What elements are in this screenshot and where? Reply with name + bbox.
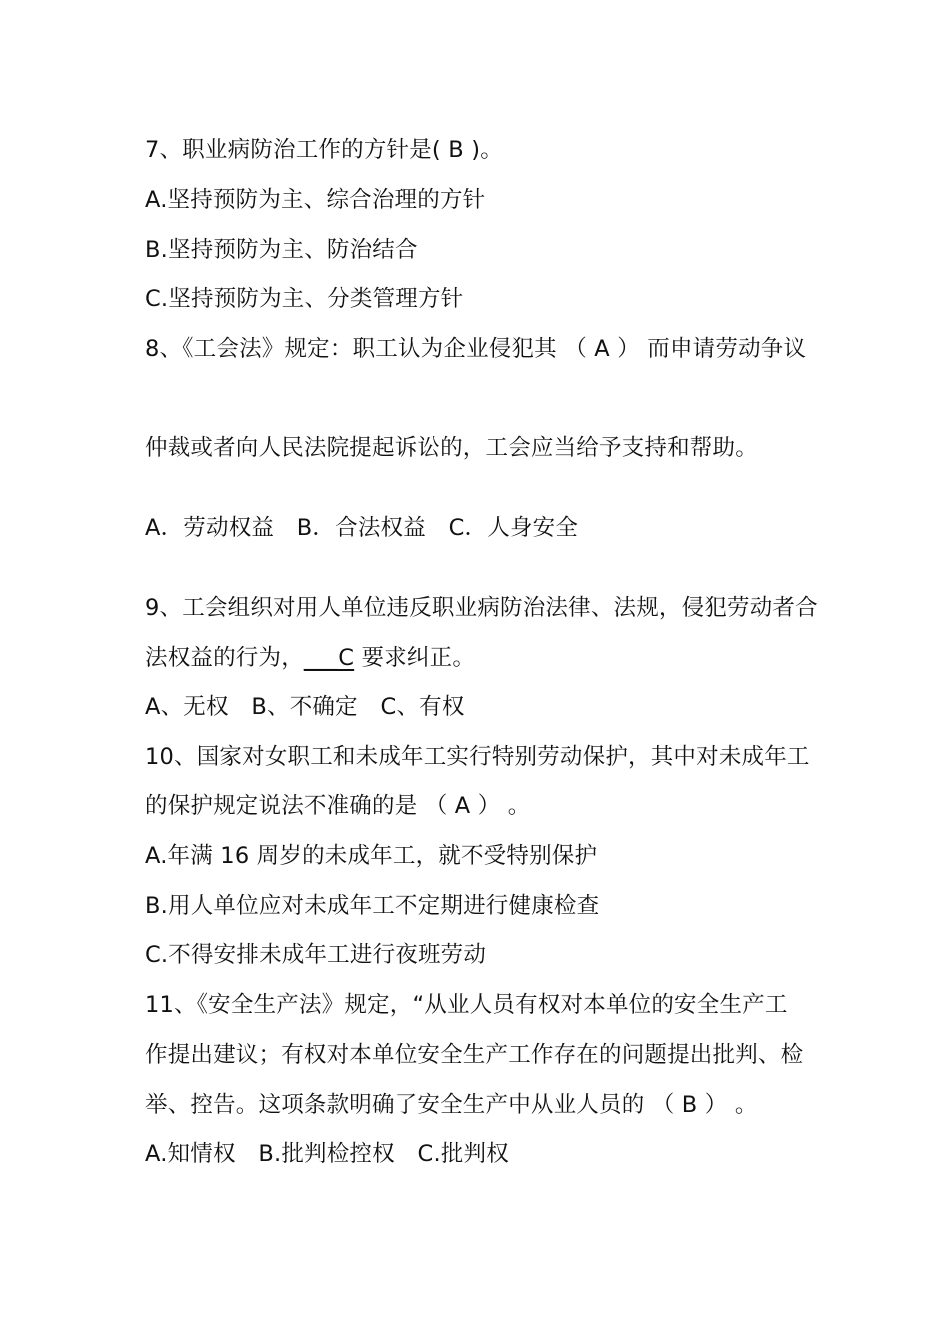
question-9-answer-blank: ___C	[303, 645, 355, 671]
question-8-stem-line-2: 仲裁或者向人民法院提起诉讼的，工会应当给予支持和帮助。	[145, 435, 758, 461]
question-10-stem-line-1: 10、国家对女职工和未成年工实行特别劳动保护，其中对未成年工	[145, 744, 810, 770]
question-7-option-c: C.坚持预防为主、分类管理方针	[145, 286, 464, 312]
question-10-stem-line-2: 的保护规定说法不准确的是 （ A ） 。	[145, 793, 531, 819]
question-11-stem-line-3: 举、控告。这项条款明确了安全生产中从业人员的 （ B ） 。	[145, 1092, 758, 1118]
question-11-stem-line-2: 作提出建议；有权对本单位安全生产工作存在的问题提出批判、检	[145, 1042, 804, 1068]
question-7-option-b: B.坚持预防为主、防治结合	[145, 237, 418, 263]
question-11-stem-line-1: 11、《安全生产法》规定，“从业人员有权对本单位的安全生产工	[145, 992, 788, 1018]
question-10-option-c: C.不得安排未成年工进行夜班劳动	[145, 942, 487, 968]
question-9-stem-tail: 要求纠正。	[354, 645, 476, 671]
question-9-stem-line-1: 9、工会组织对用人单位违反职业病防治法律、法规，侵犯劳动者合	[145, 595, 818, 621]
question-7-stem: 7、职业病防治工作的方针是( B )。	[145, 137, 503, 163]
question-9-stem-text: 法权益的行为，	[145, 645, 304, 671]
question-8-options: A．劳动权益 B．合法权益 C．人身安全	[145, 515, 579, 541]
question-10-option-b: B.用人单位应对未成年工不定期进行健康检查	[145, 893, 600, 919]
question-11-options: A.知情权 B.批判检控权 C.批判权	[145, 1141, 509, 1167]
question-7-option-a: A.坚持预防为主、综合治理的方针	[145, 187, 486, 213]
question-9-stem-line-2	[145, 642, 475, 674]
question-10-option-a: A.年满 16 周岁的未成年工，就不受特别保护	[145, 843, 598, 869]
question-8-stem-line-1: 8、《工会法》规定：职工认为企业侵犯其 （ A ） 而申请劳动争议	[145, 336, 807, 362]
question-9-options: A、无权 B、不确定 C、有权	[145, 694, 465, 720]
